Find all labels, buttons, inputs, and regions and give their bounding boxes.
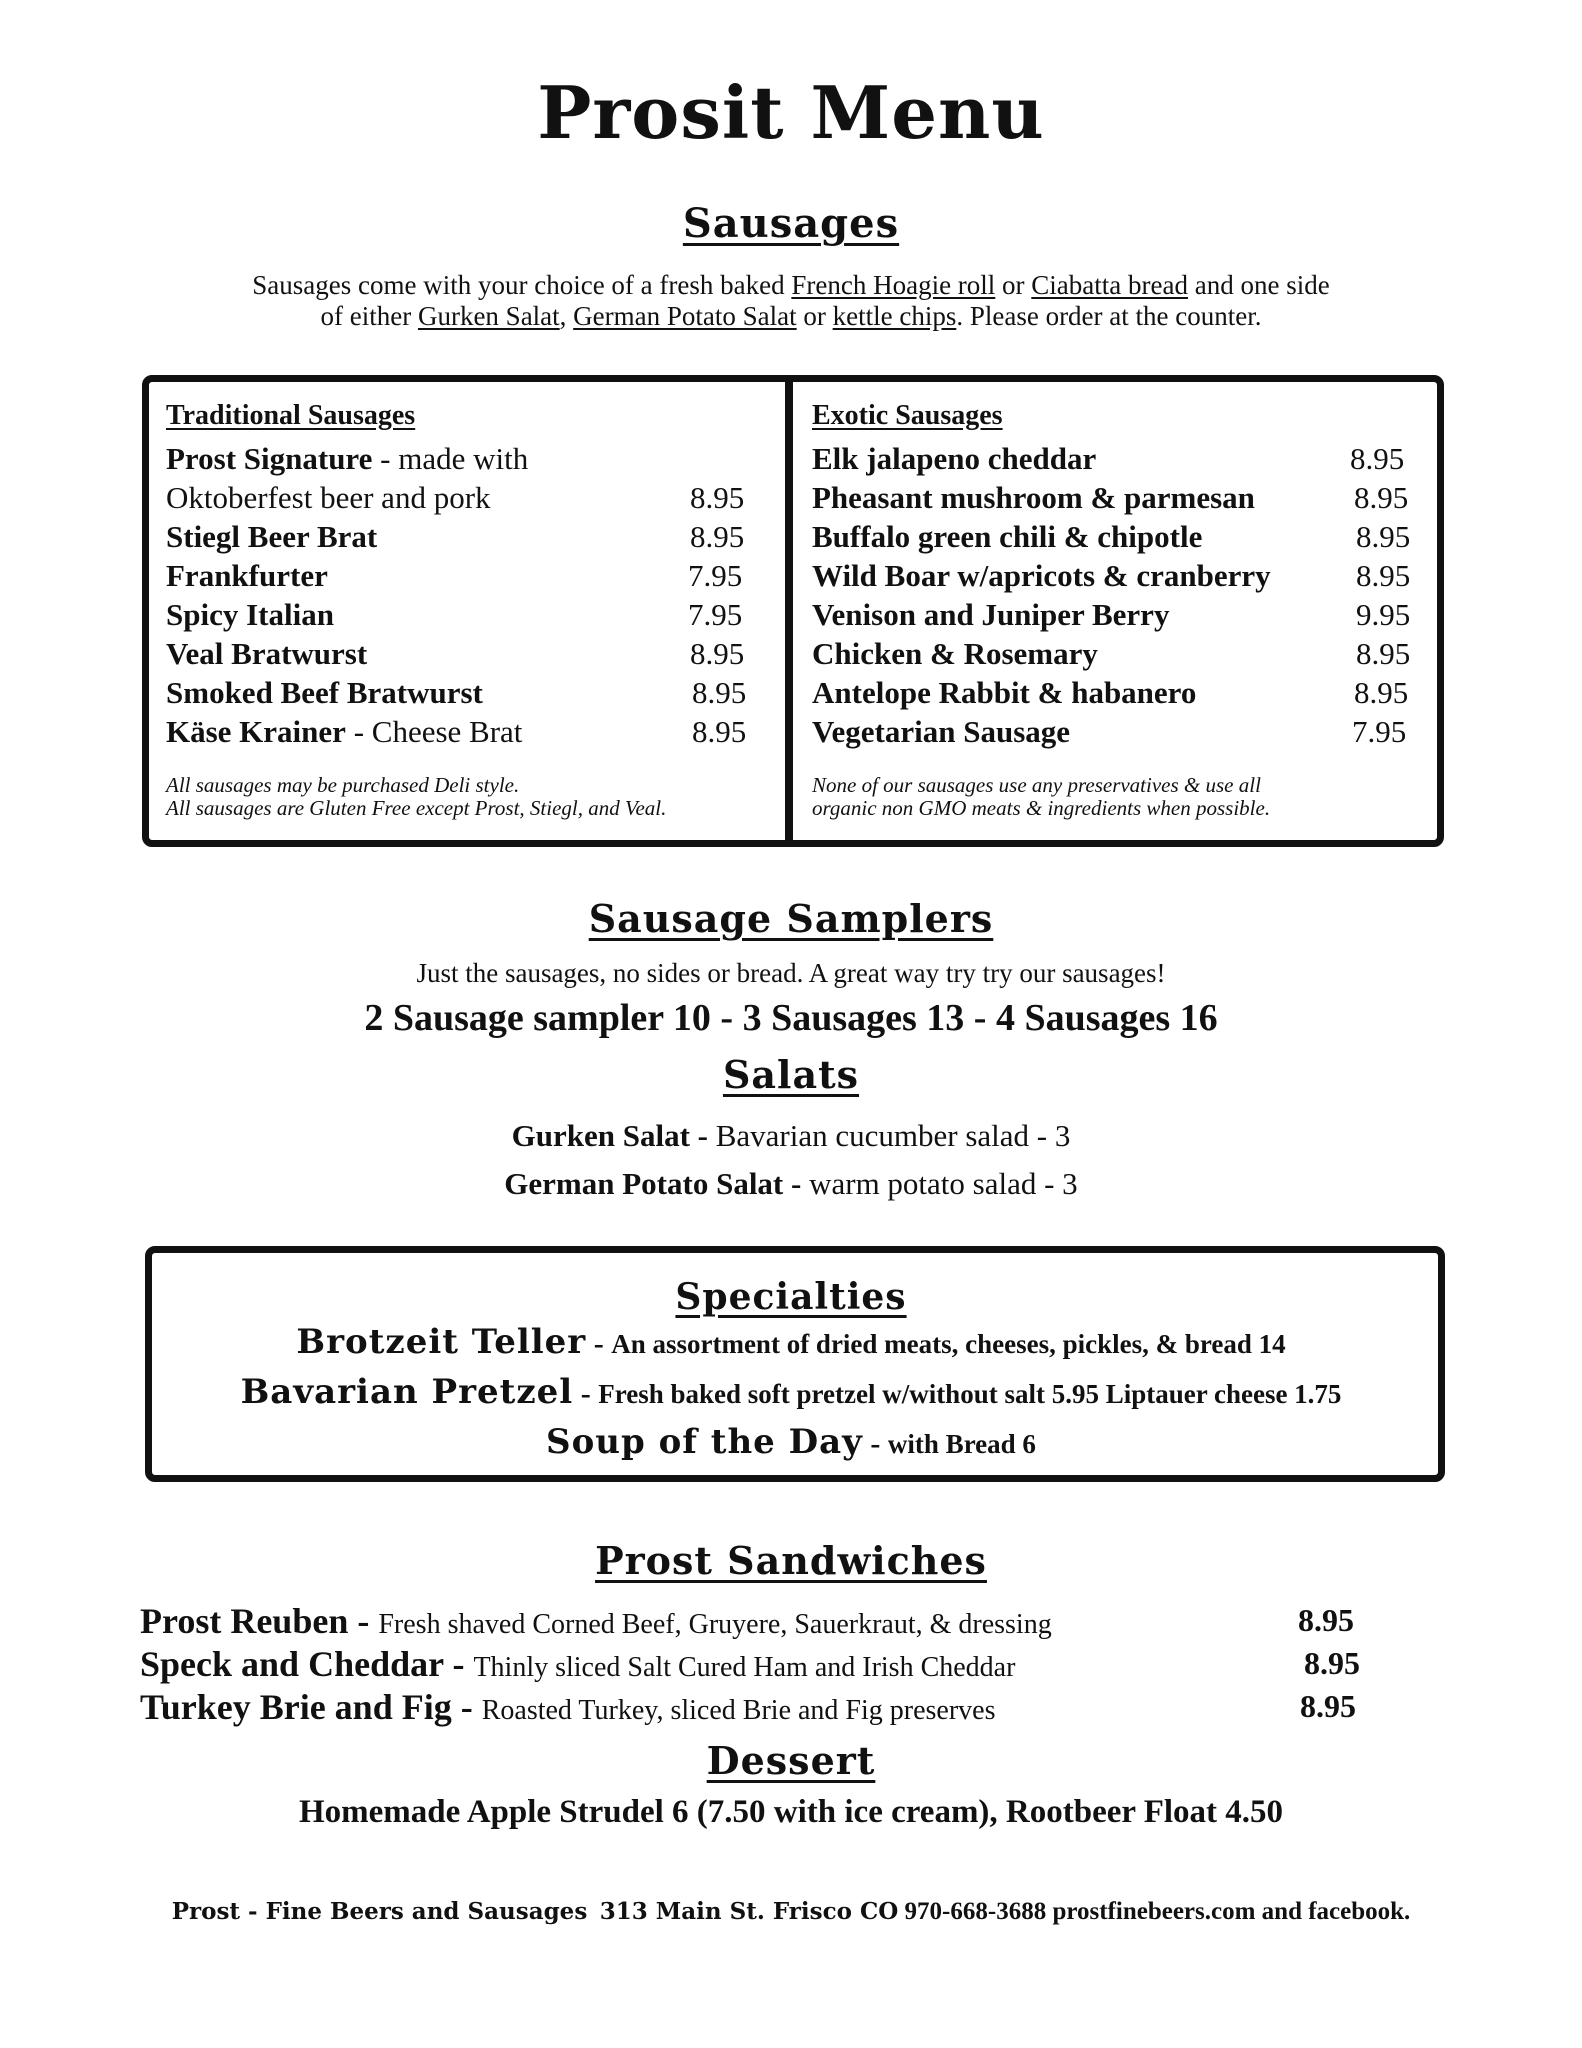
sandwich-item: Prost Reuben - Fresh shaved Corned Beef, Gruyere, Sauerkraut, & dressing — [140, 1601, 1052, 1641]
price: 8.95 — [1300, 1688, 1356, 1724]
sandwich-item: Turkey Brie and Fig - Roasted Turkey, sliced Brie and Fig preserves — [140, 1687, 996, 1727]
intro-potato: German Potato Salat — [573, 301, 797, 331]
list-item: Oktoberfest beer and pork — [166, 480, 491, 515]
specialty-item: Brotzeit Teller - An assortment of dried meats, cheeses, pickles, & bread 14 — [296, 1322, 1286, 1362]
price: 8.95 — [690, 636, 745, 671]
list-item: Chicken & Rosemary — [812, 636, 1098, 671]
dessert-line: Homemade Apple Strudel 6 (7.50 with ice cream), Rootbeer Float 4.50 — [298, 1794, 1284, 1830]
price: 8.95 — [1356, 636, 1411, 671]
footer-contact: 970-668-3688 prostfinebeers.com and facebook. — [904, 1898, 1411, 1925]
price: 7.95 — [688, 558, 743, 593]
list-item: Smoked Beef Bratwurst — [166, 675, 483, 710]
price: 8.95 — [692, 714, 747, 749]
list-item: Pheasant mushroom & parmesan — [812, 480, 1255, 515]
price: 8.95 — [1350, 441, 1405, 476]
specialties-heading: Specialties — [675, 1276, 907, 1318]
price: 8.95 — [1304, 1645, 1360, 1681]
price: 7.95 — [1352, 714, 1407, 749]
sandwich-item: Speck and Cheddar - Thinly sliced Salt Cured Ham and Irish Cheddar — [140, 1644, 1016, 1684]
traditional-heading: Traditional Sausages — [166, 400, 416, 431]
intro-text: Sausages come with your choice of a fresh baked — [252, 270, 792, 300]
list-item: Stiegl Beer Brat — [166, 519, 378, 554]
salat-item: German Potato Salat - warm potato salad - 3 — [504, 1166, 1078, 1201]
intro-chips: kettle chips — [832, 301, 957, 331]
list-item: Käse Krainer - Cheese Brat — [166, 714, 523, 749]
intro-ciabatta: Ciabatta bread — [1031, 270, 1188, 300]
sausages-intro — [0, 270, 1582, 332]
intro-text: and one side — [1187, 270, 1330, 300]
page-title: Prosit Menu — [537, 70, 1045, 155]
price: 8.95 — [1354, 675, 1409, 710]
price: 8.95 — [692, 675, 747, 710]
list-item: Vegetarian Sausage — [812, 714, 1071, 749]
footer — [0, 1898, 1582, 1926]
salat-item: Gurken Salat - Bavarian cucumber salad - 3 — [511, 1118, 1071, 1153]
intro-text: , — [559, 301, 574, 331]
price: 8.95 — [1354, 480, 1409, 515]
intro-text: . Please order at the counter. — [956, 301, 1262, 331]
salats-heading: Salats — [722, 1052, 860, 1097]
samplers-subtitle: Just the sausages, no sides or bread. A great way try try our sausages! — [416, 958, 1166, 988]
traditional-note: All sausages may be purchased Deli style. All sausages are Gluten Free except Prost, Stiegl, and Veal. — [166, 773, 667, 820]
intro-text: or — [796, 301, 833, 331]
intro-text: of either — [320, 301, 418, 331]
price: 9.95 — [1356, 597, 1411, 632]
footer-name: Prost - Fine Beers and Sausages — [171, 1898, 588, 1925]
exotic-heading: Exotic Sausages — [812, 400, 1003, 431]
footer-address: 313 Main St. Frisco CO — [599, 1898, 899, 1925]
price: 8.95 — [690, 519, 745, 554]
samplers-heading: Sausage Samplers — [588, 896, 994, 941]
specialty-item: Bavarian Pretzel - Fresh baked soft pretzel w/without salt 5.95 Liptauer cheese 1.75 — [240, 1372, 1342, 1412]
list-item: Prost Signature - made with — [166, 441, 529, 476]
price: 8.95 — [1298, 1602, 1354, 1638]
list-item: Frankfurter — [166, 558, 328, 593]
sausages-heading: Sausages — [682, 200, 900, 247]
price: 8.95 — [690, 480, 745, 515]
samplers-line: 2 Sausage sampler 10 - 3 Sausages 13 - 4 Sausages 16 — [364, 997, 1218, 1039]
price: 8.95 — [1356, 519, 1411, 554]
specialty-item: Soup of the Day - with Bread 6 — [546, 1422, 1036, 1462]
sausage-box-divider — [785, 377, 793, 845]
price: 7.95 — [688, 597, 743, 632]
exotic-note: None of our sausages use any preservatives & use all organic non GMO meats & ingredients when possible. — [812, 773, 1271, 820]
intro-text: or — [995, 270, 1032, 300]
dessert-heading: Dessert — [706, 1738, 876, 1783]
intro-hoagie: French Hoagie roll — [791, 270, 996, 300]
list-item: Venison and Juniper Berry — [812, 597, 1170, 632]
list-item: Wild Boar w/apricots & cranberry — [812, 558, 1271, 593]
list-item: Veal Bratwurst — [166, 636, 368, 671]
sandwiches-heading: Prost Sandwiches — [595, 1538, 987, 1583]
intro-gurken: Gurken Salat — [417, 301, 560, 331]
list-item: Spicy Italian — [166, 597, 334, 632]
list-item: Elk jalapeno cheddar — [812, 441, 1097, 476]
list-item: Antelope Rabbit & habanero — [812, 675, 1197, 710]
price: 8.95 — [1356, 558, 1411, 593]
list-item: Buffalo green chili & chipotle — [812, 519, 1203, 554]
